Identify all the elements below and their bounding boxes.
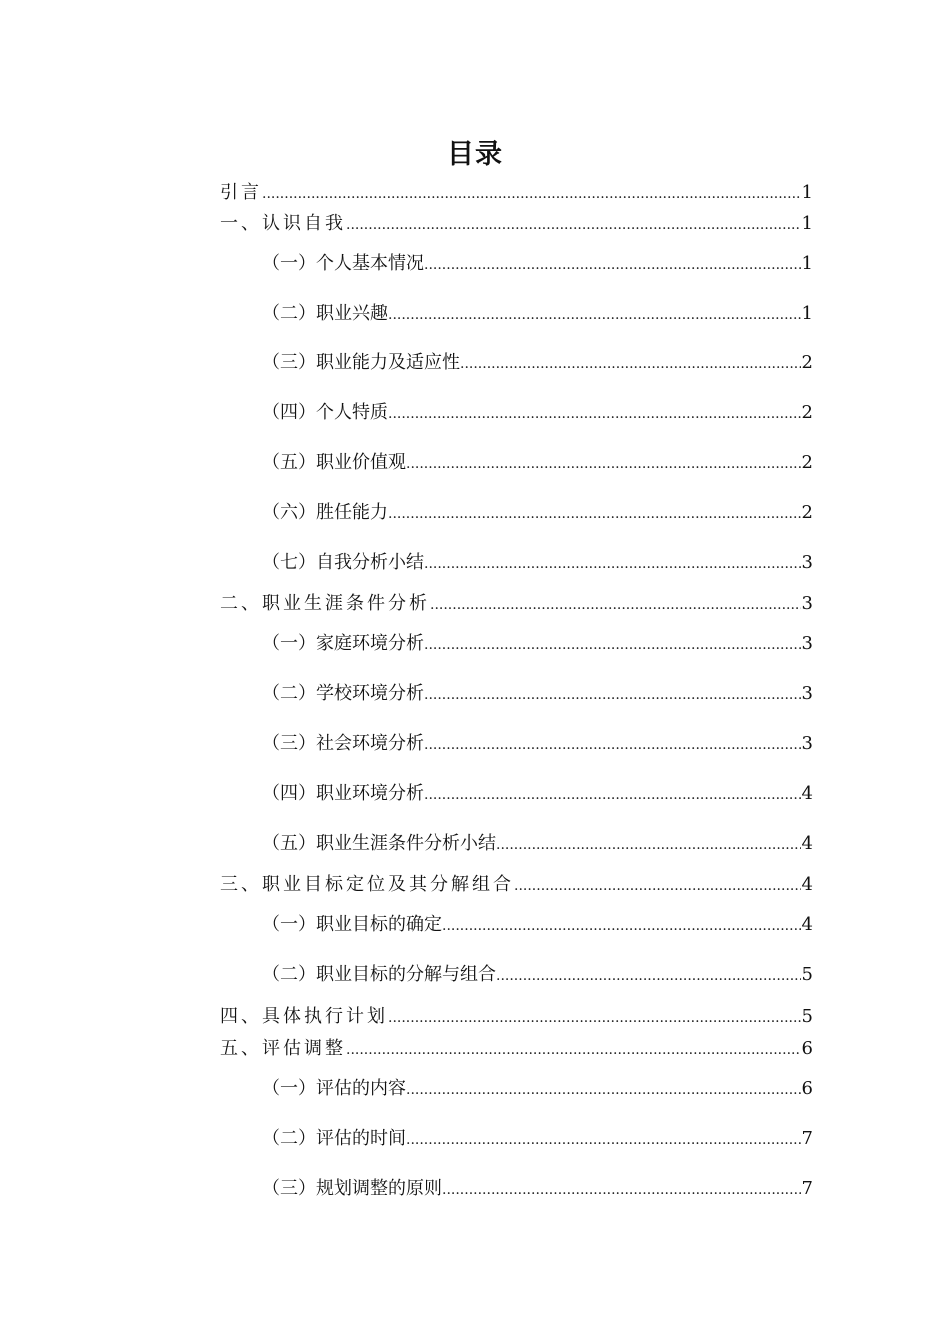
toc-dot-leader <box>424 683 801 707</box>
toc-entry[interactable] <box>220 212 813 236</box>
toc-dot-leader <box>424 552 801 576</box>
toc-page-number: 3 <box>801 633 813 654</box>
toc-entry[interactable] <box>262 302 813 326</box>
toc-entry[interactable] <box>262 501 813 525</box>
toc-entry-label: 二、职业生涯条件分析 <box>220 593 430 614</box>
toc-entry-label: 三、职业目标定位及其分解组合 <box>220 874 514 895</box>
toc-entry[interactable] <box>262 252 813 276</box>
toc-entry-label: （二）职业兴趣 <box>262 303 388 324</box>
toc-entry[interactable] <box>262 832 813 856</box>
toc-entry-label: 引言 <box>220 182 262 203</box>
toc-page-number: 4 <box>801 874 813 895</box>
toc-entry-label: （三）职业能力及适应性 <box>262 352 460 373</box>
toc-dot-leader <box>424 783 801 807</box>
toc-entry[interactable] <box>262 451 813 475</box>
toc-entry-label: 四、具体执行计划 <box>220 1006 388 1027</box>
toc-page-number: 1 <box>801 213 813 234</box>
toc-entry-label: （二）评估的时间 <box>262 1128 406 1149</box>
toc-entry-label: （五）职业生涯条件分析小结 <box>262 833 496 854</box>
toc-entry[interactable] <box>220 592 813 616</box>
toc-page-number: 6 <box>801 1078 813 1099</box>
toc-page-number: 5 <box>801 964 813 985</box>
toc-entry-label: （一）个人基本情况 <box>262 253 424 274</box>
toc-dot-leader <box>514 874 801 898</box>
toc-dot-leader <box>442 914 801 938</box>
toc-entry-label: （一）职业目标的确定 <box>262 914 442 935</box>
toc-entry[interactable] <box>262 1177 813 1201</box>
toc-entry[interactable] <box>262 913 813 937</box>
toc-entry[interactable] <box>220 1037 813 1061</box>
toc-entry-label: （六）胜任能力 <box>262 502 388 523</box>
toc-page-number: 3 <box>801 733 813 754</box>
toc-dot-leader <box>430 593 801 617</box>
toc-dot-leader <box>496 833 801 857</box>
toc-dot-leader <box>460 352 801 376</box>
toc-entry[interactable] <box>262 1127 813 1151</box>
toc-entry-label: （一）评估的内容 <box>262 1078 406 1099</box>
toc-page-number: 2 <box>801 352 813 373</box>
toc-dot-leader <box>388 1006 801 1030</box>
toc-dot-leader <box>424 253 801 277</box>
toc-dot-leader <box>388 502 801 526</box>
toc-entry[interactable] <box>220 1005 813 1029</box>
toc-page-number: 7 <box>801 1128 813 1149</box>
toc-entry[interactable] <box>262 632 813 656</box>
toc-dot-leader <box>262 182 801 206</box>
toc-page-number: 5 <box>801 1006 813 1027</box>
toc-page-number: 1 <box>801 182 813 203</box>
toc-entry-label: （二）学校环境分析 <box>262 683 424 704</box>
toc-entry-label: （三）社会环境分析 <box>262 733 424 754</box>
toc-entry[interactable] <box>262 963 813 987</box>
toc-entry[interactable] <box>262 551 813 575</box>
toc-entry-label: （四）个人特质 <box>262 402 388 423</box>
toc-dot-leader <box>424 733 801 757</box>
toc-page-number: 6 <box>801 1038 813 1059</box>
toc-page-number: 4 <box>801 914 813 935</box>
toc-entry-label: （一）家庭环境分析 <box>262 633 424 654</box>
toc-dot-leader <box>388 402 801 426</box>
toc-entry[interactable] <box>262 401 813 425</box>
toc-entry-label: 五、评估调整 <box>220 1038 346 1059</box>
toc-dot-leader <box>406 1078 801 1102</box>
toc-page-number: 3 <box>801 683 813 704</box>
toc-entry-label: （三）规划调整的原则 <box>262 1178 442 1199</box>
toc-entry[interactable] <box>262 682 813 706</box>
toc-entry-label: （四）职业环境分析 <box>262 783 424 804</box>
toc-page-number: 2 <box>801 452 813 473</box>
toc-entry[interactable] <box>220 873 813 897</box>
toc-page-number: 3 <box>801 552 813 573</box>
toc-page-number: 4 <box>801 833 813 854</box>
toc-entry[interactable] <box>262 1077 813 1101</box>
toc-dot-leader <box>496 964 801 988</box>
toc-entry-label: （二）职业目标的分解与组合 <box>262 964 496 985</box>
toc-entry[interactable] <box>262 351 813 375</box>
toc-entry-label: 一、认识自我 <box>220 213 346 234</box>
toc-entry[interactable] <box>262 732 813 756</box>
toc-dot-leader <box>424 633 801 657</box>
toc-entry[interactable] <box>220 181 813 205</box>
toc-dot-leader <box>346 1038 801 1062</box>
toc-dot-leader <box>442 1178 801 1202</box>
toc-entry[interactable] <box>262 782 813 806</box>
toc-entry-label: （七）自我分析小结 <box>262 552 424 573</box>
toc-page-number: 3 <box>801 593 813 614</box>
toc-page-number: 2 <box>801 402 813 423</box>
toc-page-number: 2 <box>801 502 813 523</box>
toc-dot-leader <box>346 213 801 237</box>
toc-dot-leader <box>406 452 801 476</box>
toc-page-number: 1 <box>801 253 813 274</box>
toc-title: 目录 <box>447 139 503 170</box>
toc-dot-leader <box>406 1128 801 1152</box>
toc-page-number: 1 <box>801 303 813 324</box>
toc-entry-label: （五）职业价值观 <box>262 452 406 473</box>
toc-page-number: 7 <box>801 1178 813 1199</box>
toc-page-number: 4 <box>801 783 813 804</box>
toc-dot-leader <box>388 303 801 327</box>
